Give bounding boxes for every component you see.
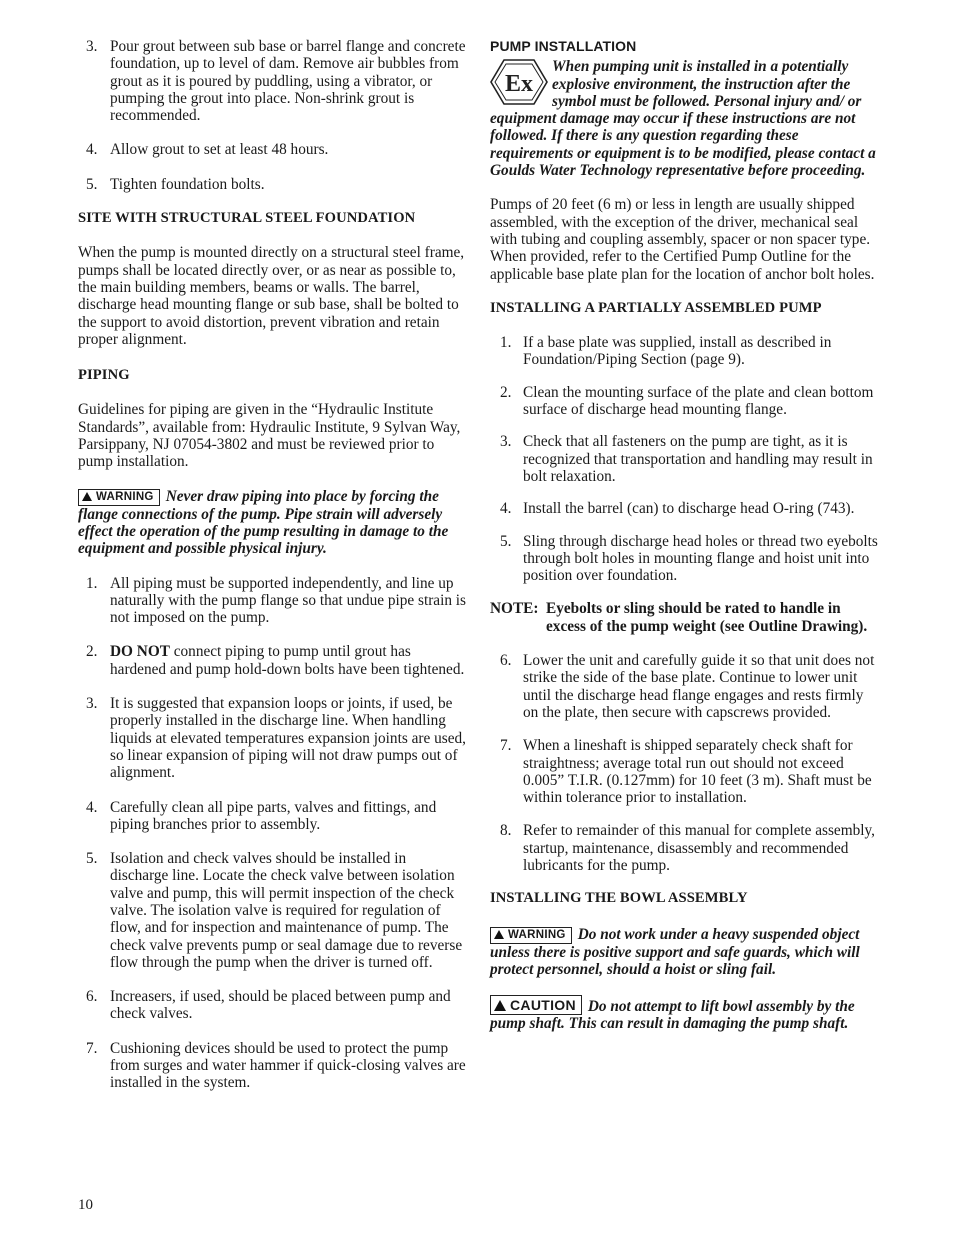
list-item: 6. Increasers, if used, should be placed between pump and check valves. bbox=[86, 988, 451, 1023]
list-item: 3. It is suggested that expansion loops or joints, if used, be properly installed in the discharge line. When handling liquids at elevated temperatures expansion joints are used, so linear expansion of piping will not draw pumps out of alignment. bbox=[86, 695, 466, 782]
left-column bbox=[78, 38, 466, 1092]
ex-warning: Ex When pumping unit is installed in a potentially explosive environment, the instruction after the symbol must be followed. Personal injury and/ or equipment damage may occur if these instructions are not followed. If there is any question regarding these requirements or equipment is to be modified, please contact a Goulds Water Technology representative before proceeding. bbox=[490, 58, 876, 180]
list-item: 2. DO NOT connect piping to pump until grout has hardened and pump hold-down bolts have been tightened. bbox=[86, 643, 465, 678]
warning-badge: WARNING bbox=[490, 927, 572, 944]
steel-paragraph: When the pump is mounted directly on a structural steel frame, pumps shall be located directly over, or as near as possible to, the main building members, beams or walls. The barrel, discharge head mounting flange or sub base, shall be bolted to the support to avoid distortion, prevent vibration and retain proper alignment. bbox=[78, 244, 465, 348]
bowl-caution: CAUTION Do not attempt to lift bowl assembly by the pump shaft. This can result in damaging the pump shaft. bbox=[490, 997, 855, 1033]
svg-text:Ex: Ex bbox=[504, 71, 534, 98]
list-item: 7. Cushioning devices should be used to protect the pump from surges and water hammer if quick-closing valves are installed in the system. bbox=[86, 1039, 466, 1092]
page-number: 10 bbox=[78, 1197, 93, 1213]
caution-badge: CAUTION bbox=[490, 995, 582, 1015]
install-paragraph: Pumps of 20 feet (6 m) or less in length are usually shipped assembled, with the exception of the driver, mechanical seal with tubing and coupling assembly, spacer or non spacer type. When provided, refer to the Certified Pump Outline for the applicable base plate plan for the location of anchor bolt holes. bbox=[490, 196, 875, 283]
list-item: 7. When a lineshaft is shipped separately check shaft for straightness; average total run out should not exceed 0.005” T.I.R. (0.127mm) for 10 feet (3 m). Shaft must be within tolerance prior to installation. bbox=[500, 737, 872, 807]
list-item: 2. Clean the mounting surface of the plate and clean bottom surface of discharge head mounting flange. bbox=[500, 383, 874, 419]
partial-steps-continued bbox=[490, 652, 878, 874]
warning-badge: WARNING bbox=[78, 489, 160, 506]
list-item: 6. Lower the unit and carefully guide it so that unit does not strike the side of the base plate. Continue to lower unit until the discharge head flange engages and rests firmly on the plate, then secure with capscrews provided. bbox=[500, 652, 875, 721]
caution-triangle-icon bbox=[494, 1000, 506, 1011]
section-heading-piping: PIPING bbox=[78, 367, 130, 384]
list-item: 1. All piping must be supported independently, and line up naturally with the pump flange so that undue pipe strain is not imposed on the pump. bbox=[86, 574, 467, 627]
grout-steps bbox=[78, 38, 466, 193]
right-column bbox=[490, 38, 878, 1033]
list-item: 1. If a base plate was supplied, install as described in Foundation/Piping Section (page 9). bbox=[500, 334, 832, 369]
note: NOTE: Eyebolts or sling should be rated to handle in excess of the pump weight (see Outline Drawing). bbox=[490, 600, 868, 635]
list-item: 4. Install the barrel (can) to discharge head O-ring (743). bbox=[500, 500, 855, 518]
list-item: 3. Check that all fasteners on the pump are tight, as it is recognized that transportation and handling may result in bolt relaxation. bbox=[500, 433, 873, 485]
section-heading-bowl: INSTALLING THE BOWL ASSEMBLY bbox=[490, 890, 748, 907]
section-heading-partial: INSTALLING A PARTIALLY ASSEMBLED PUMP bbox=[490, 299, 822, 316]
piping-steps bbox=[78, 575, 466, 1092]
section-heading-steel: SITE WITH STRUCTURAL STEEL FOUNDATION bbox=[78, 210, 416, 227]
warning-triangle-icon bbox=[82, 492, 92, 501]
piping-paragraph: Guidelines for piping are given in the “Hydraulic Institute Standards”, available from: Hydraulic Institute, 9 Sylvan Way, Parsippany, NJ 07054-3802 and must be reviewed prior to pump installation. bbox=[78, 401, 461, 471]
piping-warning: WARNING Never draw piping into place by forcing the flange connections of the pump. Pipe strain will adversely effect the operation of the pump resulting in damage to the equipment and possible physical injury. bbox=[78, 487, 449, 558]
warning-triangle-icon bbox=[494, 930, 504, 939]
list-item: 5. Tighten foundation bolts. bbox=[86, 175, 265, 193]
list-item: 5. Isolation and check valves should be installed in discharge line. Locate the check valve between isolation valve and pump, this will permit inspection of the check valve. The isolation valve is required for regulation of flow, and for inspection and maintenance of pump. The check valve prevents pump or seal damage due to reverse flow through the pump when the driver is turned off. bbox=[86, 850, 463, 971]
explosion-hazard-ex-icon bbox=[490, 58, 548, 106]
list-item: 8. Refer to remainder of this manual for complete assembly, startup, maintenance, disassembly and recommended lubricants for the pump. bbox=[500, 822, 875, 874]
list-item: 4. Allow grout to set at least 48 hours. bbox=[86, 141, 329, 159]
list-item: 3. Pour grout between sub base or barrel flange and concrete foundation, up to level of dam. Remove air bubbles from grout as it is poured by puddling, using a vibrator, or pumping the grout into place. Non-shrink grout is recommended. bbox=[86, 38, 466, 125]
section-heading-pump-installation: PUMP INSTALLATION bbox=[490, 38, 637, 54]
list-item: 5. Sling through discharge head holes or thread two eyebolts through bolt holes in mounting flange and hoist unit into position over foundation. bbox=[500, 532, 878, 585]
list-item: 4. Carefully clean all pipe parts, valves and fittings, and piping branches prior to assembly. bbox=[86, 798, 437, 833]
partial-steps bbox=[490, 334, 878, 584]
bowl-warning: WARNING Do not work under a heavy suspended object unless there is positive support and safe guards, which will protect personnel, should a hoist or sling fail. bbox=[490, 925, 860, 978]
